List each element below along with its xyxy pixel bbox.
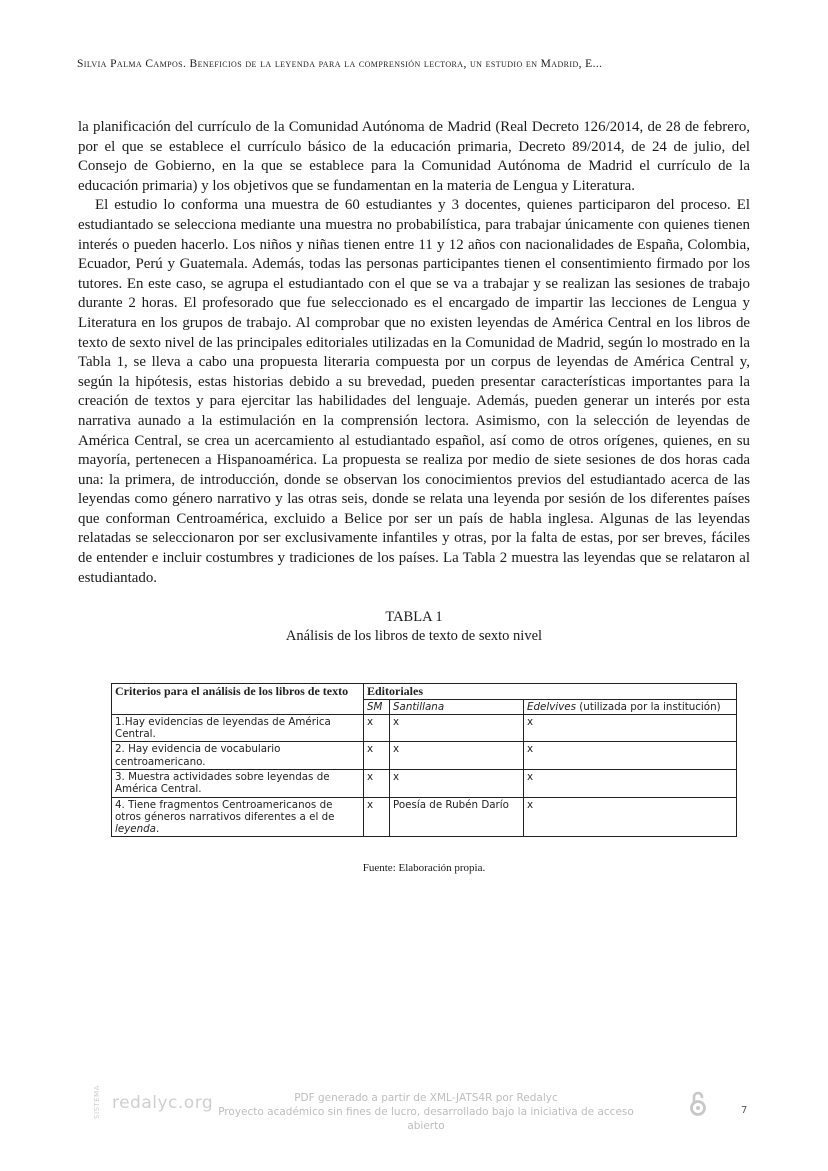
header-santillana: Santillana — [390, 699, 524, 714]
criterion-cell: 2. Hay evidencia de vocabulario centroamericano. — [112, 742, 364, 770]
table-source-note: Fuente: Elaboración propia. — [362, 862, 486, 874]
logo-side-word: SISTEMA — [92, 1085, 101, 1119]
footer-line-2: Proyecto académico sin fines de lucro, desarrollado bajo la iniciativa de acceso abierto — [218, 1106, 634, 1132]
paragraph-study-description: El estudio lo conforma una muestra de 60 estudiantes y 3 docentes, quienes participaron del proceso. El estudiantado se selecciona mediante una muestra no probabilística, para trabajar únicamente con quienes tienen interés o pueden hacerlo. Los niños y niñas tienen entre 11 y 12 años con nacionalidades de España, Colombia, Ecuador, Perú y Guatemala. Además, todas las personas participantes tienen el consentimiento firmado por los tutores. En este caso, se agrupa el estudiantado con el que se va a trabajar y se realizan las sesiones de trabajo durante 2 horas. El profesorado que fue seleccionado es el encargado de impartir las lecciones de Lengua y Literatura en los grupos de trabajo. Al comprobar que no existen leyendas de América Central en los libros de texto de sexto nivel de las principales editoriales utilizadas en la Comunidad de Madrid, según lo mostrado en la Tabla 1, se lleva a cabo una propuesta literaria compuesta por un corpus de leyendas de América Central y, según la hipótesis, estas historias debido a su brevedad, pueden presentar características importantes para la creación de textos y para ejercitar las habilidades del lenguaje. Además, pueden generar un interés por esta narrativa aunado a la estimulación en la comprensión lectora. Asimismo, con la selección de leyendas de América Central, se crea un acercamiento al estudiantado español, así como de otros orígenes, quienes, en su mayoría, pertenecen a Hispanoamérica. La propuesta se realiza por medio de siete sesiones de dos horas cada una: la primera, de introducción, donde se observan los conocimientos previos del estudiantado acerca de las leyendas como género narrativo y las otras seis, donde se relata una leyenda por sesión de los diferentes países que conforman Centroamérica, excluido a Belice por ser un país de habla inglesa. Algunas de las leyendas relatadas se seleccionaron por ser exclusivamente infantiles y otras, por la falta de estas, por ser breves, fáciles de entender e incluir costumbres y tradiciones de los países. La Tabla 2 muestra las leyendas que se relataron al estudiantado. — [78, 197, 750, 586]
santillana-cell: Poesía de Rubén Darío — [390, 797, 524, 837]
santillana-cell: x — [390, 769, 524, 797]
sm-cell: x — [364, 742, 390, 770]
table-title: Análisis de los libros de texto de sexto nivel — [285, 628, 543, 644]
header-edelvives — [524, 699, 737, 714]
santillana-cell: x — [390, 714, 524, 742]
criterion-text: 4. Tiene fragmentos Centroamericanos de otros géneros narrativos diferentes a el de — [115, 798, 335, 823]
table-row — [112, 797, 737, 837]
logo-text: redalyc.org — [111, 1093, 214, 1113]
body-text — [78, 118, 750, 588]
header-edelvives-note: (utilizada por la institución) — [576, 700, 721, 713]
criterion-italic-term: leyenda — [115, 823, 156, 836]
table-number: TABLA 1 — [385, 609, 443, 625]
textbook-analysis-table — [111, 683, 737, 837]
page-number: 7 — [741, 1105, 748, 1116]
table-row — [112, 769, 737, 797]
footer-line-1: PDF generado a partir de XML-JATS4R por Redalyc — [294, 1092, 558, 1104]
header-criteria: Criterios para el análisis de los libros de texto — [112, 684, 364, 715]
edelvives-cell: x — [524, 714, 737, 742]
table-caption — [78, 608, 750, 646]
footer-text — [198, 1091, 654, 1133]
header-edelvives-name: Edelvives — [527, 700, 576, 713]
header-editoriales: Editoriales — [364, 684, 737, 700]
criterion-period: . — [156, 823, 160, 836]
running-header: Silvia Palma Campos. Beneficios de la leyenda para la comprensión lectora, un estudio en Madrid, E... — [77, 58, 603, 70]
open-access-icon[interactable] — [689, 1090, 707, 1118]
edelvives-cell: x — [524, 769, 737, 797]
santillana-cell: x — [390, 742, 524, 770]
criterion-cell: 3. Muestra actividades sobre leyendas de América Central. — [112, 769, 364, 797]
sm-cell: x — [364, 714, 390, 742]
sm-cell: x — [364, 769, 390, 797]
paragraph-continuation: la planificación del currículo de la Comunidad Autónoma de Madrid (Real Decreto 126/2014, de 28 de febrero, por el que se establece el currículo básico de la educación primaria, Decreto 89/2014, de 24 de julio, del Consejo de Gobierno, en la que se establece para la Comunidad Autónoma de Madrid el currículo de la educación primaria) y los objetivos que se fundamentan en la materia de Lengua y Literatura. — [78, 119, 750, 194]
table-row — [112, 742, 737, 770]
edelvives-cell: x — [524, 742, 737, 770]
redalyc-logo[interactable] — [80, 1085, 214, 1119]
criterion-cell — [112, 797, 364, 837]
criterion-cell: 1.Hay evidencias de leyendas de América Central. — [112, 714, 364, 742]
table-row — [112, 714, 737, 742]
sm-cell: x — [364, 797, 390, 837]
edelvives-cell: x — [524, 797, 737, 837]
table-header-row — [112, 684, 737, 700]
header-sm: SM — [364, 699, 390, 714]
